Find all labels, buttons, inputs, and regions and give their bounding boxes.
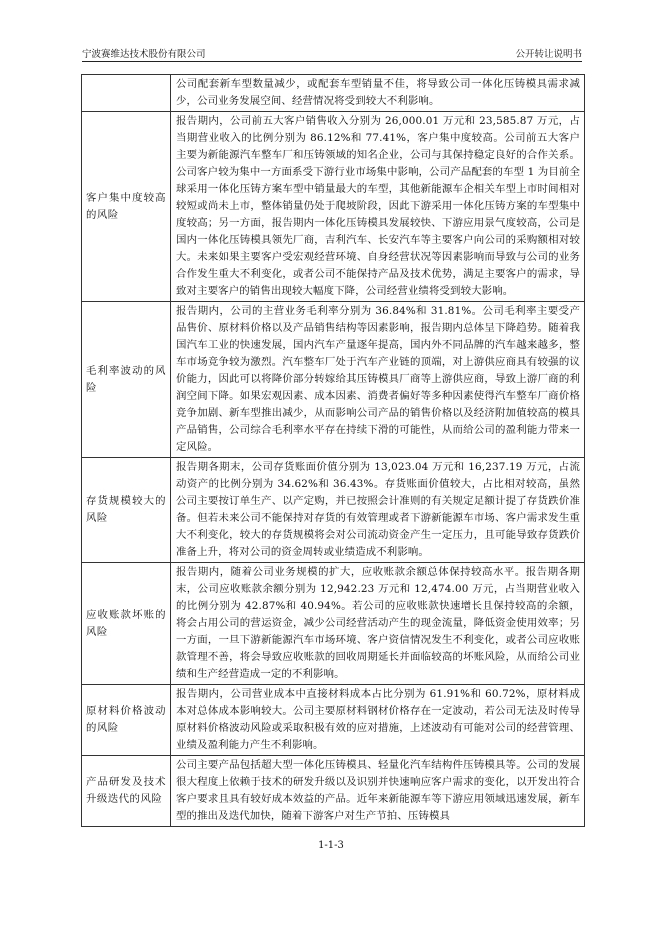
table-row	[82, 563, 585, 685]
risk-name-cell	[82, 563, 171, 685]
risk-table	[81, 74, 585, 827]
risk-description: 报告期内，公司营业成本中直接材料成本占比分别为 61.91%和 60.72%，原材料成本对总体成本影响较大。公司主要原材料钢材价格存在一定波动，若公司无法及时传导原材料价格波动风险或采取积极有效的应对措施，上述波动有可能对公司的经营管理、业绩及盈利能力产生不利影响。	[171, 685, 585, 756]
risk-name-cell	[82, 75, 171, 112]
table-row	[82, 756, 585, 827]
risk-name: 原材料价格波动的风险	[86, 705, 166, 734]
risk-description: 报告期各期末，公司存货账面价值分别为 13,023.04 万元和 16,237.19 万元，占流动资产的比例分别为 34.62%和 36.43%。存货账面价值较大，占比相对较高，虽然公司主要按订单生产、以产定购，并已按照会计准则的有关规定足额计提了存货跌价准备。但若未来公司不能保持对存货的有效管理或者下游新能源车市场、客户需求发生重大不利变化，较大的存货规模将会对公司流动资金产生一定压力，且可能导致存货跌价准备上升，将对公司的资金周转或业绩造成不利影响。	[171, 458, 585, 563]
risk-description: 报告期内，公司的主营业务毛利率分别为 36.84%和 31.81%。公司毛利率主要受产品售价、原材料价格以及产品销售结构等因素影响，报告期内总体呈下降趋势。随着我国汽车工业的快速发展，国内汽车产量逐年提高，国内外不同品牌的汽车越来越多，整车市场竞争较为激烈。汽车整车厂处于汽车产业链的顶端，对上游供应商具有较强的议价能力，因此可以将降价部分转嫁给其压铸模具厂商等上游供应商，导致上游厂商的利润空间下降。如果宏观因素、成本因素、消费者偏好等多种因素使得汽车整车厂商价格竞争加剧、新车型推出减少，从而影响公司产品的销售价格以及经济附加值较高的模具产品销售，公司综合毛利率水平存在持续下滑的可能性，从而给公司的盈利能力带来一定风险。	[171, 302, 585, 458]
company-name: 宁波赛维达技术股份有限公司	[82, 49, 206, 60]
risk-name-cell	[82, 458, 171, 563]
page-header	[82, 40, 582, 60]
table-row	[82, 685, 585, 756]
table-row	[82, 75, 585, 112]
table-row	[82, 112, 585, 302]
risk-name-cell	[82, 756, 171, 827]
risk-name: 毛利率波动的风险	[86, 364, 166, 394]
risk-description: 公司配套新车型数量减少，或配套车型销量不佳，将导致公司一体化压铸模具需求减少，公司业务发展空间、经营情况将受到较大不利影响。	[171, 75, 585, 112]
risk-name: 存货规模较大的风险	[86, 495, 166, 524]
risk-name-cell	[82, 685, 171, 756]
risk-name: 客户集中度较高的风险	[86, 191, 166, 221]
risk-name: 应收账款坏账的风险	[86, 608, 166, 638]
header-rule	[82, 61, 582, 62]
risk-name: 产品研发及技术升级迭代的风险	[86, 776, 166, 805]
table-row	[82, 302, 585, 458]
page-number: 1-1-3	[318, 840, 344, 851]
document-title: 公开转让说明书	[515, 49, 582, 60]
risk-description: 公司主要产品包括超大型一体化压铸模具、轻量化汽车结构件压铸模具等。公司的发展很大程度上依赖于技术的研发升级以及识别并快速响应客户需求的变化，以开发出符合客户要求且具有较好成本效益的产品。近年来新能源车等下游应用领域迅速发展，新车型的推出及迭代加快，随着下游客户对生产节拍、压铸模具	[171, 756, 585, 827]
risk-description: 报告期内，随着公司业务规模的扩大，应收账款余额总体保持较高水平。报告期各期末，公司应收账款余额分别为 12,942.23 万元和 12,474.00 万元，占当期营业收入的比例分别为 42.87%和 40.94%。若公司的应收账款快速增长且保持较高的余额，将会占用公司的营运资金，减少公司经营活动产生的现金流量，降低资金使用效率；另一方面，一旦下游新能源汽车市场环境、客户资信情况发生不利变化，或者公司应收账款管理不善，将会导致应收账款的回收周期延长并面临较高的坏账风险，从而给公司业绩和生产经营造成一定的不利影响。	[171, 563, 585, 685]
risk-description: 报告期内，公司前五大客户销售收入分别为 26,000.01 万元和 23,585.87 万元，占当期营业收入的比例分别为 86.12%和 77.41%，客户集中度较高。公司前五大客户主要为新能源汽车整车厂和压铸领域的知名企业，公司与其保持稳定良好的合作关系。公司客户较为集中一方面系受下游行业市场集中影响，公司产品配套的车型 1 为目前全球采用一体化压铸方案车型中销量最大的车型，其他新能源车企相关车型上市时间相对较短或尚未上市，整体销量仍处于爬坡阶段，因此下游采用一体化压铸方案的车型集中度较高；另一方面，报告期内一体化压铸模具发展较快、下游应用景气度较高，公司是国内一体化压铸模具领先厂商，吉利汽车、长安汽车等主要客户向公司的采购额相对较大。未来如果主要客户受宏观经营环境、自身经营状况等因素影响而导致与公司的业务合作发生重大不利变化，或者公司不能保持产品及技术优势，满足主要客户的需求，导致对主要客户的销售出现较大幅度下降，公司经营业绩将受到较大影响。	[171, 112, 585, 302]
table-row	[82, 458, 585, 563]
risk-name-cell	[82, 302, 171, 458]
risk-name-cell	[82, 112, 171, 302]
